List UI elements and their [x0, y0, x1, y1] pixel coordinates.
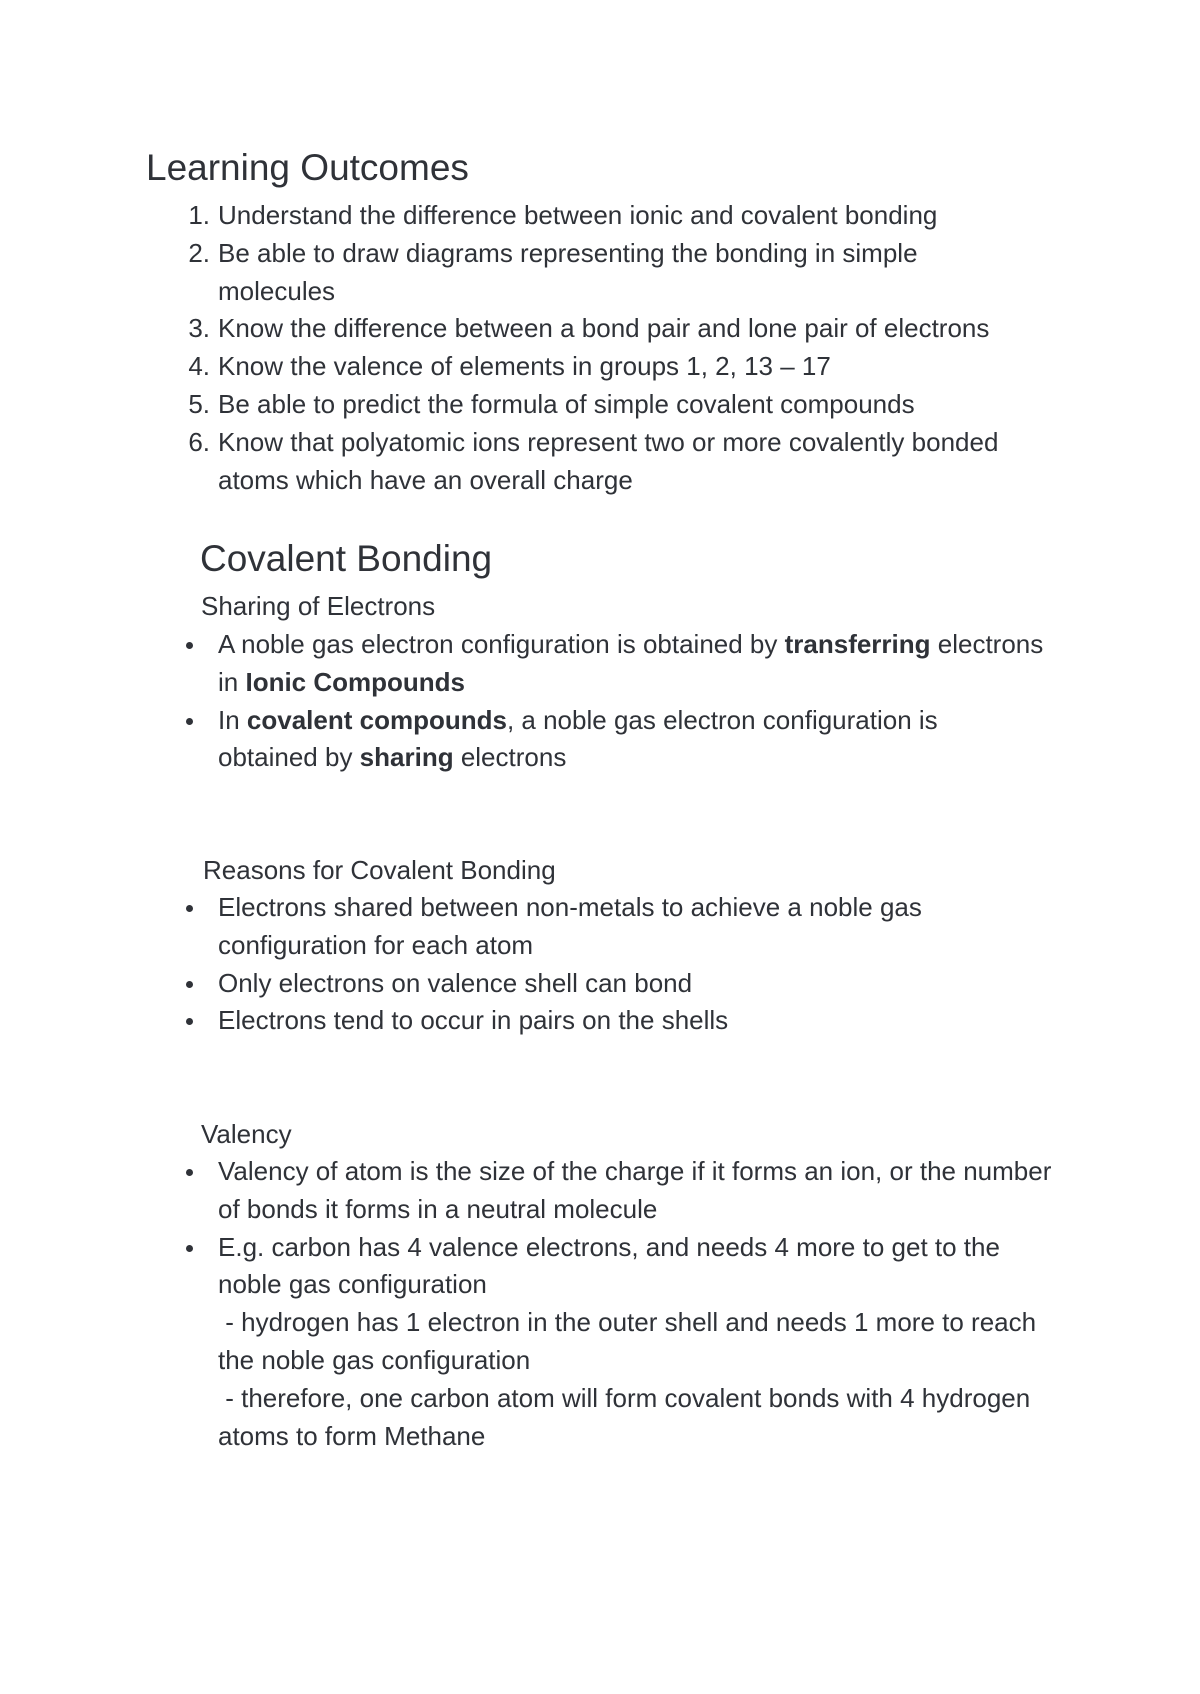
bullet-dot	[186, 718, 193, 725]
bullet-dot	[186, 642, 193, 649]
learning-outcomes-list	[146, 197, 1096, 499]
sharing-list	[146, 626, 1046, 777]
covalent-bonding-title: Covalent Bonding	[200, 538, 493, 579]
list-text: Electrons shared between non-metals to achieve a noble gas configuration for each atom	[218, 892, 922, 960]
list-item	[146, 348, 1096, 386]
list-item	[146, 386, 1096, 424]
list-item	[146, 235, 1036, 311]
list-text: Be able to predict the formula of simple covalent compounds	[218, 388, 915, 419]
bullet-dot	[186, 1018, 193, 1025]
list-item	[146, 424, 1018, 500]
list-item	[146, 626, 1044, 702]
list-item	[146, 197, 1096, 235]
bullet-dot	[186, 905, 193, 912]
reasons-subtitle: Reasons for Covalent Bonding	[203, 855, 556, 885]
list-text	[218, 1229, 1058, 1456]
valency-subtitle: Valency	[201, 1119, 292, 1149]
list-item	[146, 310, 1096, 348]
list-number: 3.	[188, 313, 210, 344]
bullet-dot	[186, 1169, 193, 1176]
list-item	[146, 965, 1046, 1003]
bullet-dot	[186, 981, 193, 988]
list-text: Know the valence of elements in groups 1, 2, 13 – 17	[218, 351, 831, 382]
list-text: Understand the difference between ionic and covalent bonding	[218, 200, 938, 230]
list-text: Electrons tend to occur in pairs on the shells	[218, 1005, 729, 1036]
bullet-dot	[186, 1245, 193, 1252]
valency-list	[146, 1153, 1052, 1455]
valency-example-hydrogen: - hydrogen has 1 electron in the outer shell and needs 1 more to reach the noble gas configuration	[218, 1307, 1044, 1375]
list-number: 6.	[188, 426, 210, 457]
list-text: A noble gas electron configuration is obtained by transferring electrons in Ionic Compounds	[218, 629, 1044, 697]
list-text: Be able to draw diagrams representing the bonding in simple molecules	[218, 237, 918, 306]
valency-example-methane: - therefore, one carbon atom will form covalent bonds with 4 hydrogen atoms to form Methane	[218, 1382, 1038, 1451]
list-item	[146, 1153, 1058, 1229]
list-number: 1.	[188, 200, 210, 230]
list-text: Only electrons on valence shell can bond	[218, 967, 693, 998]
list-text: Know the difference between a bond pair and lone pair of electrons	[218, 313, 990, 344]
list-item	[146, 1002, 1046, 1040]
sharing-subtitle: Sharing of Electrons	[201, 591, 436, 621]
list-item	[146, 889, 1044, 965]
list-number: 5.	[188, 388, 210, 419]
list-item	[146, 702, 1044, 778]
list-number: 2.	[188, 237, 210, 268]
reasons-list	[146, 889, 1046, 1040]
learning-outcomes-title: Learning Outcomes	[146, 147, 469, 188]
list-item	[146, 1229, 1058, 1456]
list-text: Know that polyatomic ions represent two or more covalently bonded atoms which have an overall charge	[218, 426, 999, 495]
list-text: In covalent compounds, a noble gas electron configuration is obtained by sharing electrons	[218, 704, 938, 773]
list-text: Valency of atom is the size of the charge if it forms an ion, or the number of bonds it forms in a neutral molecule	[218, 1156, 1052, 1224]
list-number: 4.	[188, 351, 210, 382]
valency-example-main: E.g. carbon has 4 valence electrons, and needs 4 more to get to the noble gas configuration	[218, 1231, 1000, 1300]
